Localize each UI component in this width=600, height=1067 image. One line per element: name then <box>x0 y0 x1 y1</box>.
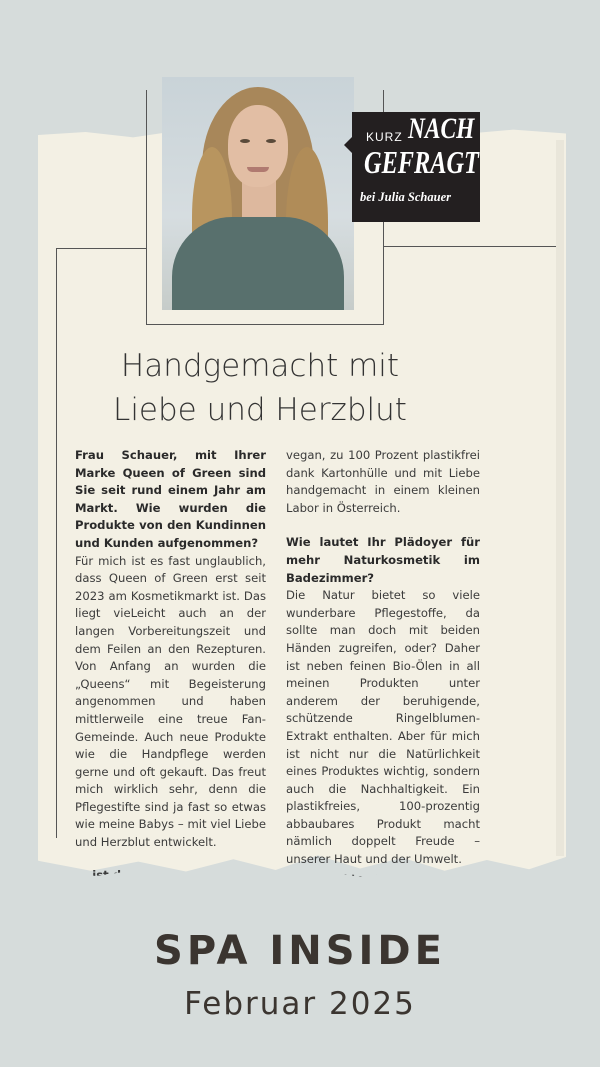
badge-byline: bei Julia Schauer <box>360 190 451 204</box>
headline-line-1: Handgemacht mit <box>120 348 400 384</box>
answer-continuation: vegan, zu 100 Prozent plastikfrei dank Kartonhülle und mit Liebe handgemacht in einem kleinen Labor in Österreich. <box>286 448 480 515</box>
frame-line-right <box>384 246 556 247</box>
right-eye <box>266 139 276 143</box>
interview-question-2: Wie lautet Ihr Plädoyer für mehr Naturkosmetik im Badezimmer? <box>286 535 480 585</box>
paper-edge <box>556 140 564 856</box>
interview-answer-1: Für mich ist es fast unglaublich, dass Queen of Green erst seit 2023 am Kosmetikmarkt ist. Das liegt vieLeicht auch an der langen Vorbereitungszeit und dem Feilen an den Rezepturen. Von Anfang an wurden die „Queens“ mit Begeisterung angenommen und haben mittlerweile eine treue Fan-Gemeinde. Auch neue Produkte wie die Handpflege werden gerne und oft gekauft. Das freut mich wirklich sehr, denn die Pflegestifte sind ja fast so etwas wie meine Babys – mit viel Liebe und Herzblut entwickelt. <box>75 553 266 850</box>
interview-answer-2: Die Natur bietet so viele wunderbare Pflegestoffe, da sollte man doch mit beiden Händen zugreifen, oder? Daher ist neben feinen Bio-Ölen in all meinen Produkten unter anderem der beruhigende, schützende Ringelblumen-Extrakt enthalten. Aber für mich ist nicht nur die Natürlichkeit eines Produktes wichtig, sondern auch die Nachhaltigkeit. Ein plastikfreies, 100-prozentig abbaubares Produkt macht nämlich doppelt Freude – unserer Haut und der Umwelt. <box>286 588 480 867</box>
left-eye <box>240 139 250 143</box>
headline-line-2: Liebe und Herzblut <box>113 392 407 428</box>
frame-line-left-vertical <box>56 248 57 838</box>
left-column <box>75 447 266 852</box>
badge-gefragt: GEFRAGT <box>364 144 479 180</box>
right-column <box>286 447 480 869</box>
mouth-shape <box>247 167 269 172</box>
kurz-nachgefragt-badge <box>352 112 480 222</box>
badge-kurz: KURZ <box>366 130 403 144</box>
interview-question-1: Frau Schauer, mit Ihrer Marke Queen of Green sind Sie seit rund einem Jahr am Markt. Wie wurden die Produkte von den Kundinnen und Kunden aufgenommen? <box>75 448 266 550</box>
face-shape <box>228 105 288 187</box>
magazine-title: SPA INSIDE <box>154 928 446 974</box>
magazine-issue-date: Februar 2025 <box>184 986 416 1022</box>
portrait-photo <box>162 77 354 310</box>
shirt-shape <box>172 217 344 310</box>
badge-nach: NACH <box>408 112 475 145</box>
frame-line-left <box>56 248 146 249</box>
